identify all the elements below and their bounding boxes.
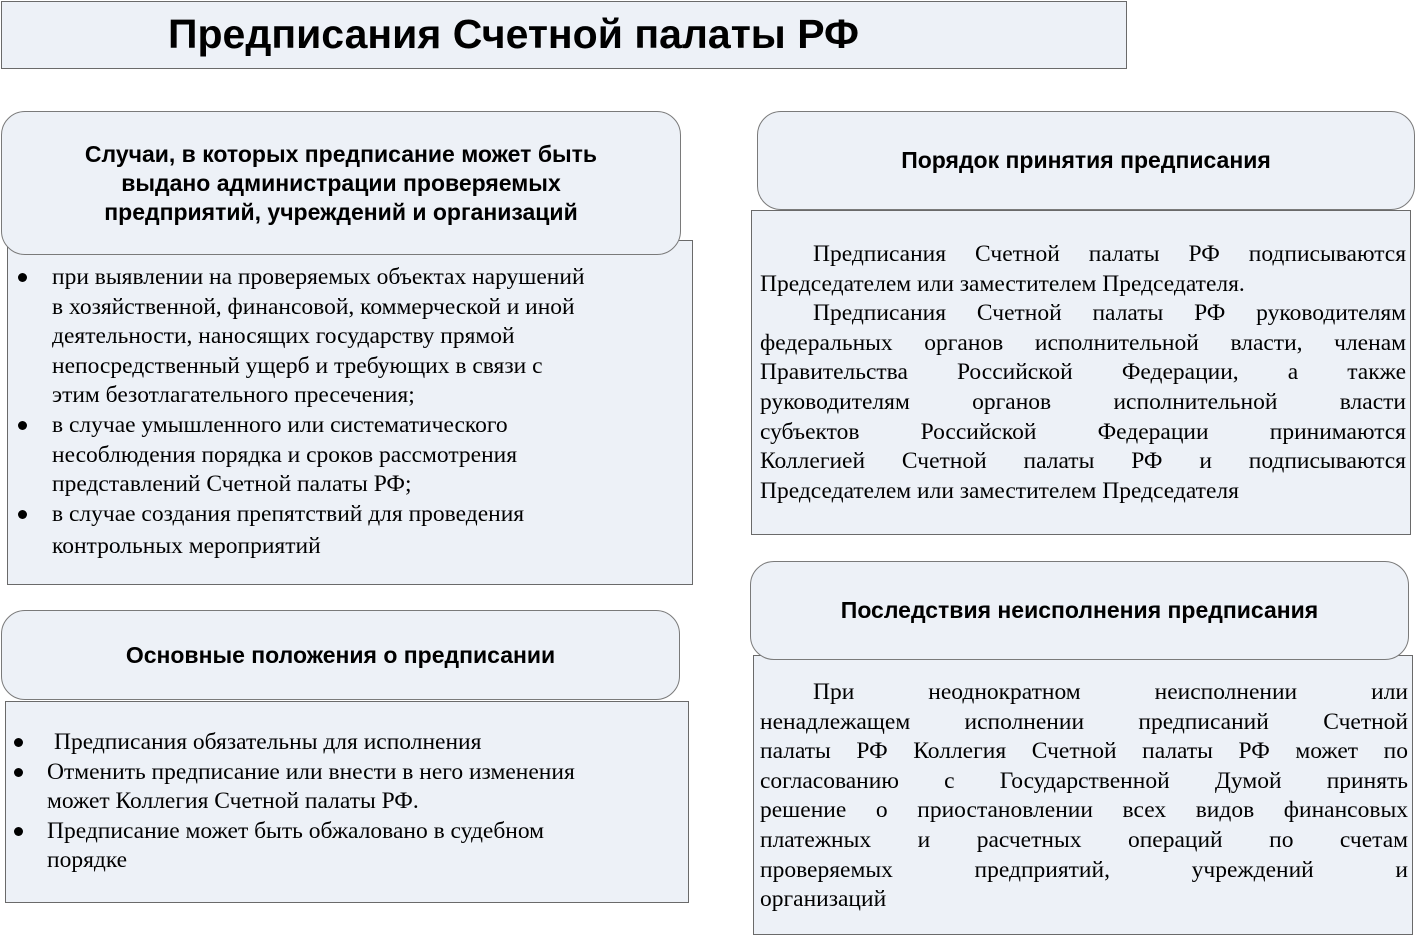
paragraph [760, 240, 1406, 299]
paragraph-line: проверяемых предприятий, учреждений и [760, 856, 1408, 883]
paragraph-line: палаты РФ Коллегия Счетной палаты РФ может по [760, 738, 1408, 765]
consequences-body [753, 655, 1413, 935]
item-line: в случае умышленного или систематического [52, 411, 508, 438]
bullet-icon [14, 738, 23, 747]
heading-line: предприятий, учреждений и организаций [104, 198, 578, 225]
paragraph-line: Коллегией Счетной палаты РФ и подписываются [760, 448, 1406, 475]
item-line: Предписания обязательны для исполнения [54, 729, 482, 755]
title-banner [1, 1, 1127, 69]
bullet-icon [14, 768, 23, 777]
procedure-text [760, 240, 1406, 506]
paragraph-line: федеральных органов исполнительной власти, членам [760, 329, 1406, 356]
heading-line: выдано администрации проверяемых [121, 169, 561, 196]
paragraph-line: организаций [760, 886, 887, 913]
basics-heading: Основные положения о предписании [125, 641, 556, 668]
basics-list [47, 728, 685, 876]
paragraph [760, 299, 1406, 506]
paragraph-line: руководителям органов исполнительной власти [760, 388, 1406, 415]
item-line: Отменить предписание или внести в него изменения [47, 758, 575, 785]
item-line: представлений Счетной палаты РФ; [52, 471, 412, 498]
cases-heading-box [1, 111, 681, 255]
list-item [52, 263, 688, 411]
item-line: деятельности, наносящих государству прямой [52, 323, 515, 350]
procedure-heading: Порядок принятия предписания [901, 147, 1271, 173]
list-item [47, 758, 685, 817]
item-line: может Коллегия Счетной палаты РФ. [47, 788, 419, 815]
item-line: несоблюдения порядка и сроков рассмотрения [52, 441, 518, 468]
item-line: этим безотлагательного пресечения; [52, 382, 415, 409]
cases-list [52, 263, 688, 562]
item-line: порядке [47, 847, 128, 874]
basics-body [5, 701, 689, 903]
paragraph-line: Предписания Счетной палаты РФ подписываются [813, 241, 1406, 267]
paragraph-line: субъектов Российской Федерации принимаются [760, 418, 1406, 445]
heading-line: Случаи, в которых предписание может быть [84, 140, 598, 167]
paragraph-line: ненадлежащем исполнении предписаний Счетной [760, 708, 1408, 735]
consequences-heading-box [750, 561, 1409, 660]
consequences-text [760, 678, 1408, 915]
item-line: Предписание может быть обжаловано в судебном [47, 817, 545, 844]
list-item [47, 817, 685, 876]
item-line: в случае создания препятствий для проведения [52, 500, 525, 527]
list-item [47, 728, 685, 758]
list-item [52, 500, 688, 562]
consequences-heading: Последствия неисполнения предписания [840, 597, 1319, 623]
bullet-icon [18, 421, 27, 430]
paragraph-line: Председателем или заместителем Председателя [760, 477, 1239, 504]
paragraph-line: Правительства Российской Федерации, а также [760, 359, 1406, 386]
paragraph-line: При неоднократном неисполнении или [813, 679, 1408, 705]
item-line: в хозяйственной, финансовой, коммерческой и иной [52, 293, 575, 320]
list-item [52, 411, 688, 500]
paragraph-line: согласованию с Государственной Думой принять [760, 767, 1408, 794]
paragraph-line: платежных и расчетных операций по счетам [760, 826, 1408, 853]
procedure-heading-box [757, 111, 1415, 210]
item-line: непосредственный ущерб и требующих в связи с [52, 352, 543, 379]
bullet-icon [14, 827, 23, 836]
item-line: контрольных мероприятий [52, 533, 321, 560]
item-line: при выявлении на проверяемых объектах нарушений [52, 264, 585, 290]
procedure-body [751, 210, 1411, 535]
bullet-icon [18, 273, 27, 282]
paragraph-line: Предписания Счетной палаты РФ руководителям [813, 300, 1406, 327]
cases-heading [85, 140, 597, 227]
paragraph-line: Председателем или заместителем Председателя. [760, 270, 1245, 297]
paragraph [760, 678, 1408, 915]
bullet-icon [18, 510, 27, 519]
basics-heading-box [1, 610, 680, 700]
page-title: Предписания Счетной палаты РФ [168, 11, 860, 57]
paragraph-line: решение о приостановлении всех видов финансовых [760, 797, 1408, 824]
cases-body [7, 240, 693, 585]
